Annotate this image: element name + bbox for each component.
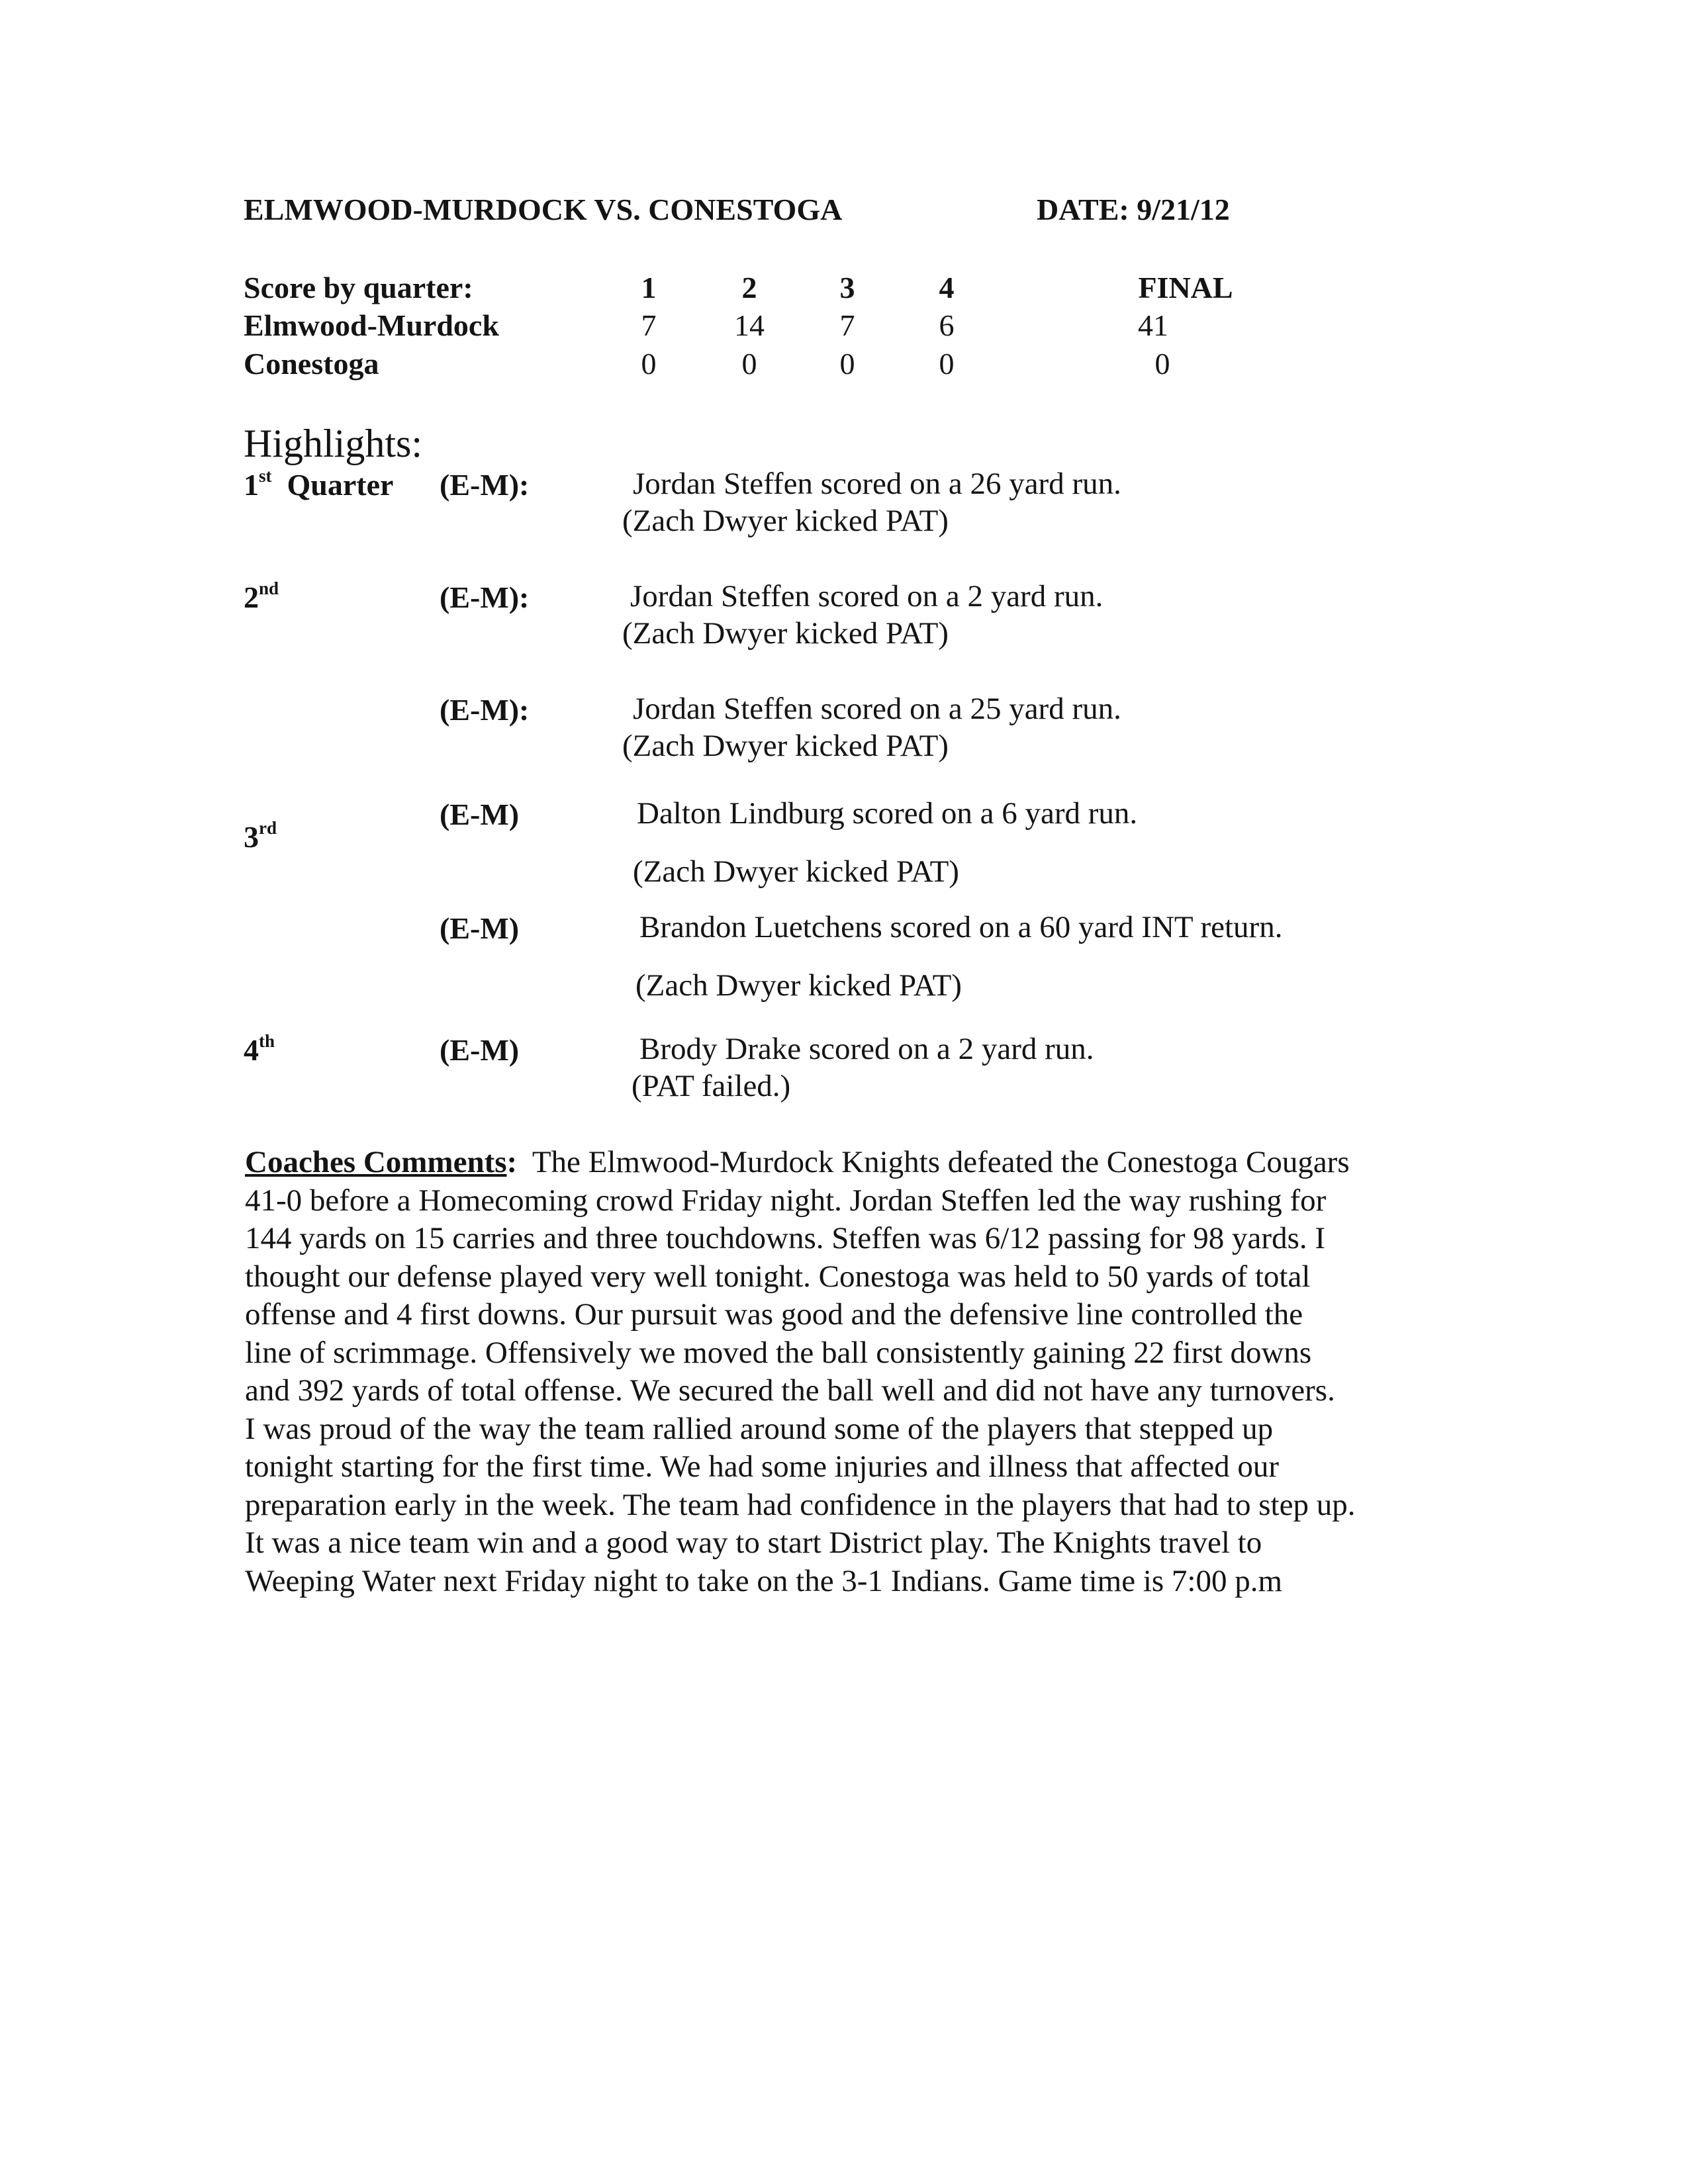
comment-line: Weeping Water next Friday night to take on the 3-1 Indians. Game time is 7:00 p.m: [245, 1563, 1283, 1598]
ordinal-suffix: th: [259, 1030, 275, 1051]
highlights-heading: Highlights:: [244, 422, 423, 465]
label-colon: :: [506, 1145, 518, 1179]
comment-line: [245, 1144, 1450, 1182]
comment-line: line of scrimmage. Offensively we moved the ball consistently gaining 22 first downs: [245, 1335, 1312, 1370]
comment-line: 144 yards on 15 carries and three touchdowns. Steffen was 6/12 passing for 98 yards. I: [245, 1221, 1326, 1255]
comment-line: preparation early in the week. The team had confidence in the players that had to step up.: [245, 1487, 1356, 1522]
comment-line: I was proud of the way the team rallied around some of the players that stepped up: [245, 1411, 1274, 1446]
ordinal-suffix: nd: [259, 578, 279, 598]
team-name-elmwood-murdock: Elmwood-Murdock: [244, 308, 499, 342]
quarter-header-3: 3: [839, 271, 855, 304]
pat-note: (PAT failed.): [632, 1069, 791, 1103]
scoring-play: Jordan Steffen scored on a 25 yard run.: [633, 692, 1121, 726]
team-tag: (E-M):: [440, 693, 530, 727]
final-score: 41: [1138, 308, 1168, 342]
quarter-label-1st: [244, 467, 393, 502]
coaches-comments: [245, 1144, 1450, 1600]
score-cell: 0: [741, 347, 757, 381]
score-cell: 0: [641, 347, 657, 381]
score-cell: 7: [641, 308, 657, 342]
team-tag: (E-M): [440, 1033, 520, 1067]
scoring-play: Jordan Steffen scored on a 26 yard run.: [633, 467, 1121, 501]
scoring-play: Dalton Lindburg scored on a 6 yard run.: [637, 796, 1138, 831]
pat-note: (Zach Dwyer kicked PAT): [633, 854, 959, 889]
score-cell: 7: [839, 308, 855, 342]
coaches-comments-label: Coaches Comments: [245, 1145, 507, 1179]
team-tag: (E-M): [440, 911, 520, 945]
team-tag: (E-M):: [440, 580, 530, 614]
scoring-play: Brody Drake scored on a 2 yard run.: [639, 1032, 1094, 1066]
quarter-header-1: 1: [641, 271, 657, 304]
quarter-number: 1: [244, 468, 259, 502]
score-cell: 6: [939, 308, 955, 342]
ordinal-suffix: st: [259, 465, 272, 486]
quarter-number: 4: [244, 1033, 259, 1067]
team-tag: (E-M): [440, 797, 520, 831]
comment-line: thought our defense played very well tonight. Conestoga was held to 50 yards of total: [245, 1259, 1311, 1294]
quarter-number: 2: [244, 580, 259, 614]
comment-line: 41-0 before a Homecoming crowd Friday night. Jordan Steffen led the way rushing for: [245, 1183, 1327, 1218]
comment-line: offense and 4 first downs. Our pursuit was good and the defensive line controlled the: [245, 1297, 1303, 1332]
quarter-label-4th: [244, 1032, 275, 1068]
final-header: FINAL: [1138, 271, 1233, 304]
final-score: 0: [1154, 347, 1170, 381]
quarter-label-3rd: [244, 819, 277, 854]
comment-line: and 392 yards of total offense. We secured the ball well and did not have any turnovers.: [245, 1373, 1335, 1408]
team-name-conestoga: Conestoga: [244, 347, 379, 381]
pat-note: (Zach Dwyer kicked PAT): [622, 729, 949, 763]
quarter-header-2: 2: [741, 271, 757, 304]
quarter-label-2nd: [244, 580, 279, 615]
quarter-number: 3: [244, 820, 259, 854]
pat-note: (Zach Dwyer kicked PAT): [622, 504, 949, 538]
scoring-play: Brandon Luetchens scored on a 60 yard INT return.: [639, 910, 1283, 944]
ordinal-suffix: rd: [259, 817, 277, 838]
score-by-quarter-label: Score by quarter:: [244, 271, 473, 304]
score-cell: 0: [839, 347, 855, 381]
quarter-word: Quarter: [287, 468, 394, 502]
quarter-header-4: 4: [939, 271, 955, 304]
comment-line: tonight starting for the first time. We had some injuries and illness that affected our: [245, 1449, 1280, 1484]
comment-line: It was a nice team win and a good way to start District play. The Knights travel to: [245, 1525, 1262, 1560]
score-cell: 14: [734, 308, 765, 342]
team-tag: (E-M):: [440, 468, 530, 502]
scoring-play: Jordan Steffen scored on a 2 yard run.: [630, 579, 1103, 614]
game-date: DATE: 9/21/12: [1037, 193, 1230, 226]
pat-note: (Zach Dwyer kicked PAT): [635, 968, 962, 1003]
matchup-title: ELMWOOD-MURDOCK VS. CONESTOGA: [244, 193, 843, 226]
comment-text: The Elmwood-Murdock Knights defeated the Conestoga Cougars: [517, 1145, 1350, 1179]
score-cell: 0: [939, 347, 955, 381]
pat-note: (Zach Dwyer kicked PAT): [622, 616, 949, 651]
